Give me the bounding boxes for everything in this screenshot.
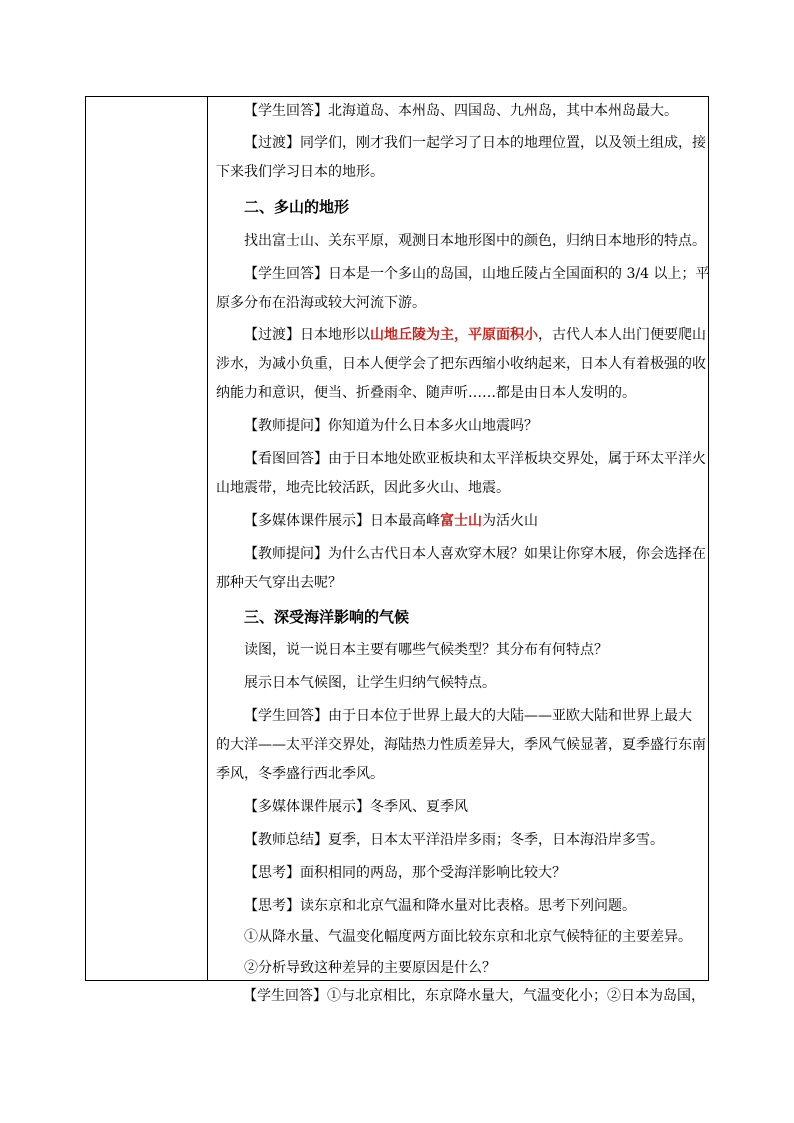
section-heading-climate: 三、深受海洋影响的气候 [244, 608, 410, 626]
think-table: 【思考】读东京和北京气温和降水量对比表格。思考下列问题。 [244, 898, 636, 914]
transition-prefix: 【过渡】日本地形以 [244, 327, 370, 343]
highlight-fuji: 富士山 [440, 513, 482, 529]
teacher-question-geta-1: 【教师提问】为什么古代日本人喜欢穿木屐？如果让你穿木屐，你会选择在 [244, 546, 706, 562]
transition-line-2: 下来我们学习日本的地形。 [216, 164, 384, 180]
map-answer-2: 山地震带，地壳比较活跃，因此多火山、地震。 [216, 480, 510, 496]
think-islands: 【思考】面积相同的两岛，那个受海洋影响比较大？ [244, 865, 566, 881]
question-2: ②分析导致这种差异的主要原因是什么？ [244, 960, 496, 976]
map-answer-1: 【看图回答】由于日本地处欧亚板块和太平洋板块交界处，属于环太平洋火 [244, 451, 706, 467]
multimedia-monsoon: 【多媒体课件展示】冬季风、夏季风 [244, 799, 468, 815]
table-left-cell [86, 97, 208, 980]
student-answer-terrain-2: 原多分布在沿海或较大河流下游。 [216, 295, 426, 311]
multimedia-suffix: 为活火山 [482, 513, 538, 529]
multimedia-fuji [216, 507, 730, 536]
highlight-terrain: 山地丘陵为主，平原面积小 [370, 327, 538, 343]
question-1: ①从降水量、气温变化幅度两方面比较东京和北京气候特征的主要差异。 [244, 929, 692, 945]
lesson-table [85, 96, 709, 981]
transition-terrain-2: 涉水，为减小负重，日本人便学会了把东西缩小收纳起来，日本人有着极强的收 [216, 356, 706, 372]
student-answer-final: 【学生回答】①与北京相比，东京降水量大，气温变化小；②日本为岛国， [243, 988, 705, 1004]
transition-terrain-1 [216, 321, 730, 350]
teacher-summary: 【教师总结】夏季，日本太平洋沿岸多雨；冬季，日本海沿岸多雪。 [244, 832, 664, 848]
climate-task: 读图，说一说日本主要有哪些气候类型？其分布有何特点？ [244, 642, 608, 658]
transition-line-1: 【过渡】同学们，刚才我们一起学习了日本的地理位置，以及领土组成，接 [244, 135, 706, 151]
teacher-question-geta-2: 那种天气穿出去呢？ [216, 575, 342, 591]
climate-map-task: 展示日本气候图，让学生归纳气候特点。 [244, 675, 496, 691]
student-answer-climate-3: 季风，冬季盛行西北季风。 [216, 766, 384, 782]
teacher-question-volcano: 【教师提问】你知道为什么日本多火山地震吗？ [244, 418, 538, 434]
transition-suffix: ，古代人本人出门便要爬山 [538, 327, 706, 343]
section-heading-terrain: 二、多山的地形 [244, 198, 350, 216]
terrain-task: 找出富士山、关东平原，观测日本地形图中的颜色，归纳日本地形的特点。 [244, 233, 706, 249]
student-answer-climate-1: 【学生回答】由于日本位于世界上最大的大陆——亚欧大陆和世界上最大 [244, 708, 692, 724]
student-answer-islands: 【学生回答】北海道岛、本州岛、四国岛、九州岛，其中本州岛最大。 [244, 103, 678, 119]
transition-terrain-3: 纳能力和意识，便当、折叠雨伞、随声听……都是由日本人发明的。 [216, 385, 636, 401]
multimedia-prefix: 【多媒体课件展示】日本最高峰 [244, 513, 440, 529]
student-answer-climate-2: 的大洋——太平洋交界处，海陆热力性质差异大，季风气候显著，夏季盛行东南 [216, 737, 706, 753]
student-answer-terrain-1: 【学生回答】日本是一个多山的岛国，山地丘陵占全国面积的 3/4 以上；平 [244, 266, 710, 282]
table-right-cell [208, 97, 708, 980]
